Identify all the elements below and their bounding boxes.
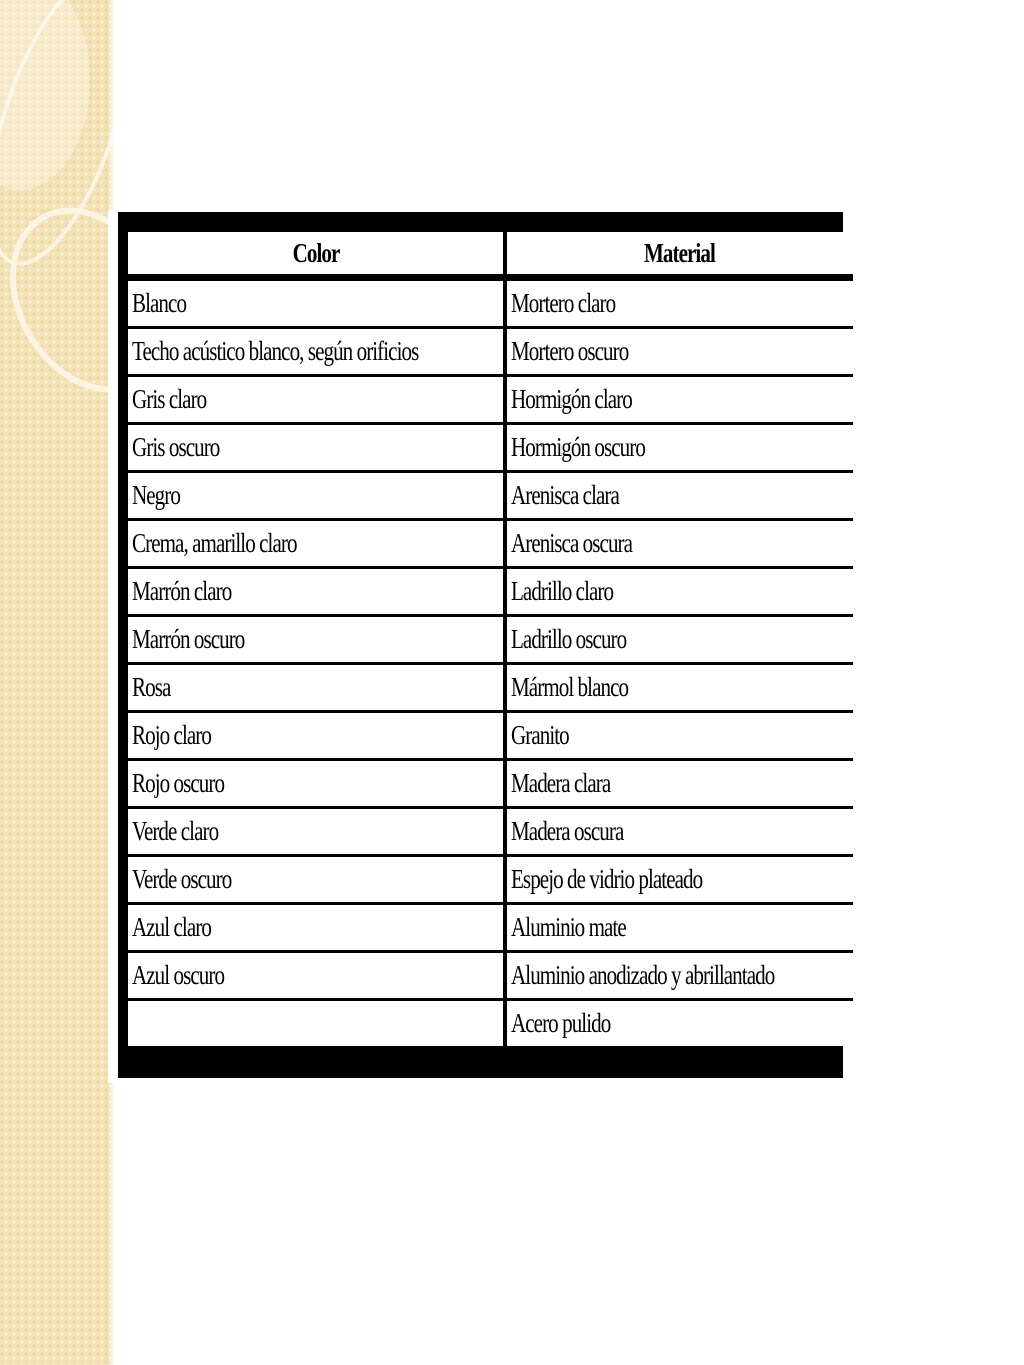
material-cell [507, 713, 853, 761]
material-cell-text: Mármol blanco [511, 672, 629, 702]
material-cell-text: Aluminio mate [511, 912, 626, 942]
color-cell [128, 857, 507, 905]
color-cell-text: Marrón claro [132, 576, 232, 606]
color-cell [128, 905, 507, 953]
material-cell-text: Granito [511, 720, 569, 750]
color-cell-text: Negro [132, 480, 180, 510]
color-cell-text: Rosa [132, 672, 171, 702]
material-cell-text: Hormigón claro [511, 384, 632, 414]
material-cell [507, 425, 853, 473]
table-row [128, 857, 853, 905]
material-cell-text: Espejo de vidrio plateado [511, 864, 703, 894]
material-cell-text: Mortero oscuro [511, 336, 629, 366]
color-cell-text: Azul oscuro [132, 960, 225, 990]
table-row [128, 425, 853, 473]
material-cell [507, 329, 853, 377]
color-cell [128, 809, 507, 857]
color-cell [128, 329, 507, 377]
material-cell [507, 473, 853, 521]
table-body [128, 281, 853, 1046]
header-material: Material [507, 232, 853, 281]
material-cell [507, 761, 853, 809]
table-header-row [128, 232, 853, 281]
material-cell-text: Ladrillo claro [511, 576, 614, 606]
color-cell [128, 281, 507, 329]
table-row [128, 665, 853, 713]
material-cell-text: Acero pulido [511, 1008, 611, 1038]
material-cell [507, 809, 853, 857]
material-cell-text: Aluminio anodizado y abrillantado [511, 960, 775, 990]
header-color: Color [128, 232, 507, 281]
table-row [128, 377, 853, 425]
color-cell [128, 473, 507, 521]
color-cell-text: Gris oscuro [132, 432, 220, 462]
material-cell-text: Mortero claro [511, 288, 616, 318]
material-cell [507, 1001, 853, 1046]
table-row [128, 281, 853, 329]
color-cell-text: Azul claro [132, 912, 211, 942]
color-cell-text: Crema, amarillo claro [132, 528, 297, 558]
color-cell-text: Verde oscuro [132, 864, 232, 894]
material-cell-text: Ladrillo oscuro [511, 624, 627, 654]
table-row [128, 1001, 853, 1046]
table-row [128, 953, 853, 1001]
color-cell [128, 569, 507, 617]
color-cell [128, 377, 507, 425]
color-cell [128, 521, 507, 569]
decorative-side-strip [0, 0, 114, 1365]
decorative-swirl-icon [0, 0, 114, 1365]
image-border [108, 210, 118, 1083]
color-cell-text: Rojo oscuro [132, 768, 225, 798]
color-cell [128, 425, 507, 473]
color-cell-text: Rojo claro [132, 720, 211, 750]
material-cell [507, 521, 853, 569]
color-cell-text: Marrón oscuro [132, 624, 245, 654]
table-row [128, 473, 853, 521]
color-cell [128, 665, 507, 713]
table-image-frame [118, 212, 843, 1078]
color-cell-text: Blanco [132, 288, 187, 318]
material-cell-text: Madera clara [511, 768, 611, 798]
material-cell-text: Hormigón oscuro [511, 432, 646, 462]
color-cell [128, 713, 507, 761]
table-row [128, 809, 853, 857]
material-cell-text: Madera oscura [511, 816, 624, 846]
material-cell [507, 953, 853, 1001]
table-row [128, 713, 853, 761]
table-row [128, 761, 853, 809]
color-cell-text: Verde claro [132, 816, 219, 846]
material-cell [507, 905, 853, 953]
material-cell [507, 281, 853, 329]
color-cell [128, 953, 507, 1001]
color-cell-text: Techo acústico blanco, según orificios [132, 336, 419, 366]
table-row [128, 569, 853, 617]
material-cell-text: Arenisca oscura [511, 528, 633, 558]
material-cell [507, 569, 853, 617]
color-cell-text: Gris claro [132, 384, 207, 414]
color-cell [128, 1001, 507, 1046]
material-cell [507, 377, 853, 425]
table-row [128, 521, 853, 569]
color-cell [128, 761, 507, 809]
material-cell [507, 857, 853, 905]
color-material-table [128, 232, 853, 1046]
table-row [128, 617, 853, 665]
table-row [128, 329, 853, 377]
table-row [128, 905, 853, 953]
material-cell-text: Arenisca clara [511, 480, 620, 510]
material-cell [507, 665, 853, 713]
material-cell [507, 617, 853, 665]
color-cell [128, 617, 507, 665]
